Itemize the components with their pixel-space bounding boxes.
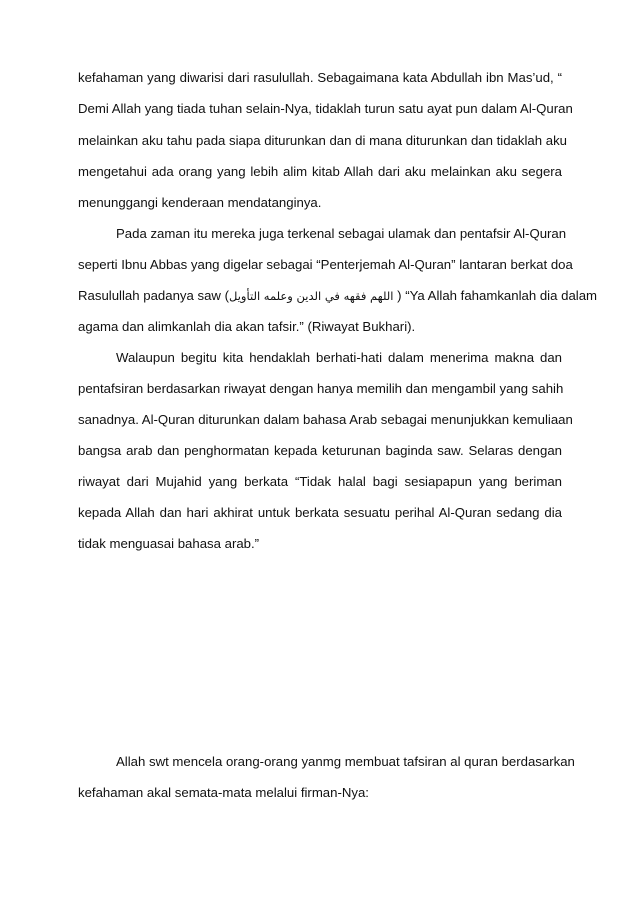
arabic-prayer-text: اللهم فقهه في الدين وعلمه التأويل [229,289,394,303]
body-text-line: riwayat dari Mujahid yang berkata “Tidak halal bagi sesiapapun yang beriman [78,474,562,489]
body-text-line: kefahaman yang diwarisi dari rasulullah. Sebagaimana kata Abdullah ibn Mas’ud, “ [78,70,562,85]
body-text-line-with-arabic [78,286,598,306]
body-text-line: sanadnya. Al-Quran diturunkan dalam bahasa Arab sebagai menunjukkan kemuliaan [78,412,573,427]
body-text-line: Demi Allah yang tiada tuhan selain-Nya, tidaklah turun satu ayat pun dalam Al-Quran [78,101,573,116]
body-text-line: Allah swt mencela orang-orang yanmg membuat tafsiran al quran berdasarkan [116,754,575,769]
body-text-line: menunggangi kenderaan mendatanginya. [78,195,322,210]
text-segment: Rasulullah padanya saw ( [78,288,230,303]
body-text-line: Walaupun begitu kita hendaklah berhati-hati dalam menerima makna dan [116,350,562,365]
body-text-line: melainkan aku tahu pada siapa diturunkan dan di mana diturunkan dan tidaklah aku [78,133,568,148]
body-text-line: seperti Ibnu Abbas yang digelar sebagai “Penterjemah Al-Quran” lantaran berkat doa [78,257,573,272]
body-text-line: bangsa arab dan penghormatan kepada keturunan baginda saw. Selaras dengan [78,443,562,458]
body-text-line: mengetahui ada orang yang lebih alim kitab Allah dari aku melainkan aku segera [78,164,562,179]
body-text-line: kefahaman akal semata-mata melalui firman-Nya: [78,785,369,800]
body-text-line: tidak menguasai bahasa arab.” [78,536,260,551]
body-text-line: pentafsiran berdasarkan riwayat dengan hanya memilih dan mengambil yang sahih [78,381,564,396]
body-text-line: kepada Allah dan hari akhirat untuk berkata sesuatu perihal Al-Quran sedang dia [78,505,562,520]
body-text-line: Pada zaman itu mereka juga terkenal sebagai ulamak dan pentafsir Al-Quran [116,226,567,241]
body-text-line: agama dan alimkanlah dia akan tafsir.” (Riwayat Bukhari). [78,319,416,334]
text-segment: ) “Ya Allah fahamkanlah dia dalam [393,288,598,303]
